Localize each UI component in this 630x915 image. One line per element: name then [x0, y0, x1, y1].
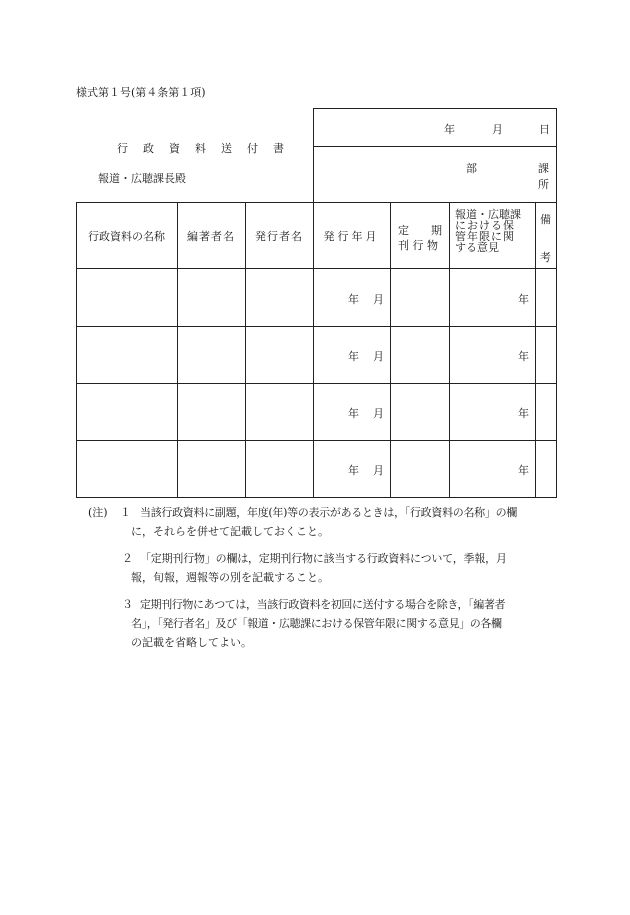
note-number: １: [120, 506, 131, 519]
header-periodical-line2: 刊 行 物: [398, 239, 438, 252]
form-label: 様式第１号(第４条第１項): [76, 86, 206, 99]
date-month-label: 月: [492, 123, 503, 136]
header-retention-line3: 管年限に関: [455, 230, 515, 243]
row-month-label: 月: [373, 464, 384, 477]
row-month-label: 月: [373, 350, 384, 363]
row-year-label: 年: [348, 407, 359, 420]
row-retention-year-label: 年: [518, 293, 529, 306]
dept-sho-label: 所: [538, 178, 549, 191]
row-year-label: 年: [348, 293, 359, 306]
date-day-label: 日: [539, 123, 550, 136]
row-year-label: 年: [348, 350, 359, 363]
addressee: 報道・広聴課長殿: [98, 172, 186, 185]
row-retention-year-label: 年: [518, 464, 529, 477]
header-name: 行政資料の名称: [88, 229, 165, 243]
dept-bu-label: 部: [466, 162, 477, 175]
note-3-line1: 定期刊行物にあつては，当該行政資料を初回に送付する場合を除き，「編著者: [140, 598, 506, 611]
header-retention-line2: における保: [455, 219, 515, 232]
note-3-line3: の記載を省略してよい。: [131, 636, 252, 649]
header-publisher: 発行者名: [255, 229, 303, 243]
row-retention-year-label: 年: [518, 407, 529, 420]
date-year-label: 年: [444, 123, 455, 136]
header-periodical-line1: 定 期: [398, 224, 442, 237]
note-1-line1: 当該行政資料に副題，年度(年)等の表示があるときは，「行政資料の名称」の欄: [140, 506, 517, 519]
notes-prefix: (注): [88, 506, 108, 519]
header-remarks-line2: 考: [540, 251, 551, 264]
note-number: ３: [122, 598, 133, 611]
note-1-line2: に，それらを併せて記載しておくこと。: [131, 525, 329, 538]
note-3-line2: 名」，「発行者名」及び「報道・広聴課における保管年限に関する意見」の各欄: [131, 617, 502, 630]
note-2-line2: 報，旬報，週報等の別を記載すること。: [131, 571, 329, 584]
row-retention-year-label: 年: [518, 350, 529, 363]
dept-ka-label: 課: [538, 162, 549, 175]
header-editor: 編著者名: [187, 229, 235, 243]
row-month-label: 月: [373, 407, 384, 420]
header-retention-line4: する意見: [455, 241, 499, 254]
row-year-label: 年: [348, 464, 359, 477]
document-title: 行 政 資 料 送 付 書: [117, 142, 286, 155]
header-retention-line1: 報道・広聴課: [455, 208, 521, 221]
note-2-line1: 「定期刊行物」の欄は，定期刊行物に該当する行政資料について，季報，月: [140, 552, 507, 565]
header-pubdate: 発行年月: [323, 229, 380, 243]
note-number: ２: [122, 552, 133, 565]
row-month-label: 月: [373, 293, 384, 306]
header-remarks-line1: 備: [540, 213, 551, 226]
